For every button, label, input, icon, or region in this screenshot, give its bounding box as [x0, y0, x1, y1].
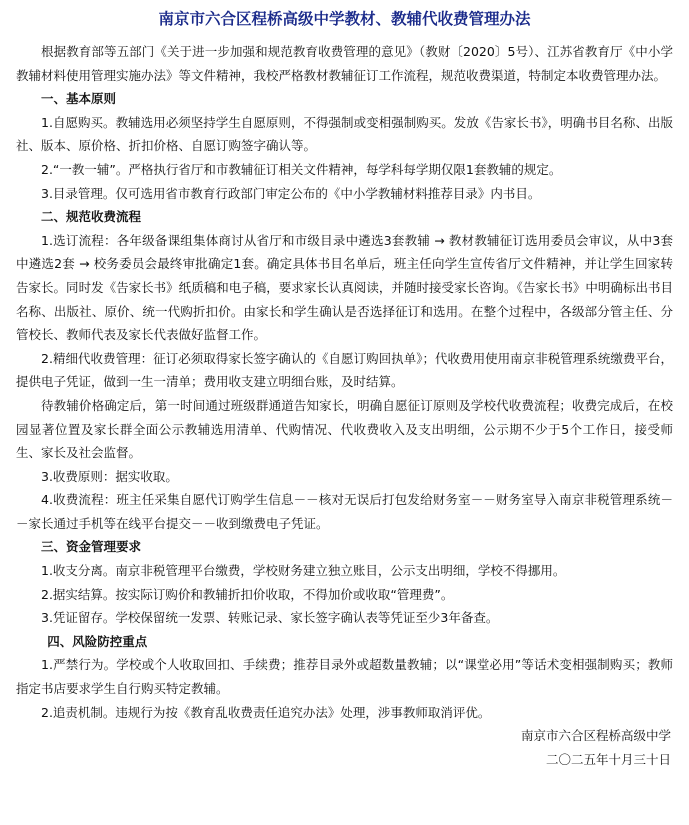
fund-item: 1.收支分离。南京非税管理平台缴费，学校财务建立独立账目，公示支出明细，学校不得挪用。: [41, 563, 566, 579]
process-item: 1.选订流程：各年级备课组集体商讨从省厅和市级目录中遴选3套教辅 → 教材教辅征订选用委员会审议，从中3套中遴选2套 → 校务委员会最终审批确定1套。确定具体书目名单后，班主任向学生宣传省厅文件精神，并让学生回家转告家长。同时发《告家长书》纸质稿和电子稿，要求家长认真阅读，并随时接受家长咨询。《告家长书》中明确标出书目名称、出版社、原价、统一代购折扣价。由家长和学生确认是否选择征订和选用。在整个过程中，各级部分管主任、分管校长、教师代表及家长代表做好监督工作。: [16, 232, 673, 343]
fund-item: 3.凭证留存。学校保留统一发票、转账记录、家长签字确认表等凭证至少3年备查。: [41, 610, 499, 626]
risk-item: 2.追责机制。违规行为按《教育乱收费责任追究办法》处理，涉事教师取消评优。: [41, 704, 491, 720]
fund-item: 2.据实结算。按实际订购价和教辅折扣价收取，不得加价或收取“管理费”。: [41, 586, 454, 602]
risk-item: 1.严禁行为。学校或个人收取回扣、手续费；推荐目录外或超数量教辅；以“课堂必用”等话术变相强制购买；教师指定书店要求学生自行购买特定教辅。: [16, 657, 673, 697]
principle-item: 3.目录管理。仅可选用省市教育行政部门审定公布的《中小学教辅材料推荐目录》内书目。: [41, 185, 541, 201]
section-heading-basic-principles: 一、基本原则: [41, 91, 117, 107]
section-heading-risk-control: 四、风险防控重点: [47, 633, 148, 649]
signature-date: 二〇二五年十月三十日: [545, 751, 671, 767]
section-heading-fund-management: 三、资金管理要求: [41, 539, 142, 555]
principle-item: 1.自愿购买。教辅选用必须坚持学生自愿原则，不得强制或变相强制购买。发放《告家长书》，明确书目名称、出版社、版本、原价格、折扣价格、自愿订购签字确认等。: [16, 114, 673, 154]
process-item: 3.收费原则：据实收取。: [41, 468, 178, 484]
section-heading-fee-process: 二、规范收费流程: [41, 209, 142, 225]
document-title: 南京市六合区程桥高级中学教材、教辅代收费管理办法: [158, 10, 531, 28]
process-item: 4.收费流程：班主任采集自愿代订购学生信息－－核对无误后打包发给财务室－－财务室导入南京非税管理系统－－家长通过手机等在线平台提交－－收到缴费电子凭证。: [16, 492, 673, 531]
process-item: 待教辅价格确定后，第一时间通过班级群通道告知家长，明确自愿征订原则及学校代收费流程；收费完成后，在校园显著位置及家长群全面公示教辅选用清单、代购情况、代收费收入及支出明细，公示期不少于5个工作日，接受师生、家长及社会监督。: [16, 397, 673, 461]
principle-item: 2.“一教一辅”。严格执行省厅和市教辅征订相关文件精神，每学科每学期仅限1套教辅的规定。: [41, 161, 562, 177]
intro-paragraph: 根据教育部等五部门《关于进一步加强和规范教育收费管理的意见》（教财〔2020〕5号）、江苏省教育厅《中小学教辅材料使用管理实施办法》等文件精神，我校严格教材教辅征订工作流程，规范收费渠道，特制定本收费管理办法。: [16, 44, 673, 83]
process-item: 2.精细代收费管理：征订必须取得家长签字确认的《自愿订购回执单》；代收费用使用南京非税管理系统缴费平台，提供电子凭证，做到一生一清单；费用收支建立明细台账，及时结算。: [16, 350, 673, 390]
signature-organization: 南京市六合区程桥高级中学: [520, 728, 671, 744]
